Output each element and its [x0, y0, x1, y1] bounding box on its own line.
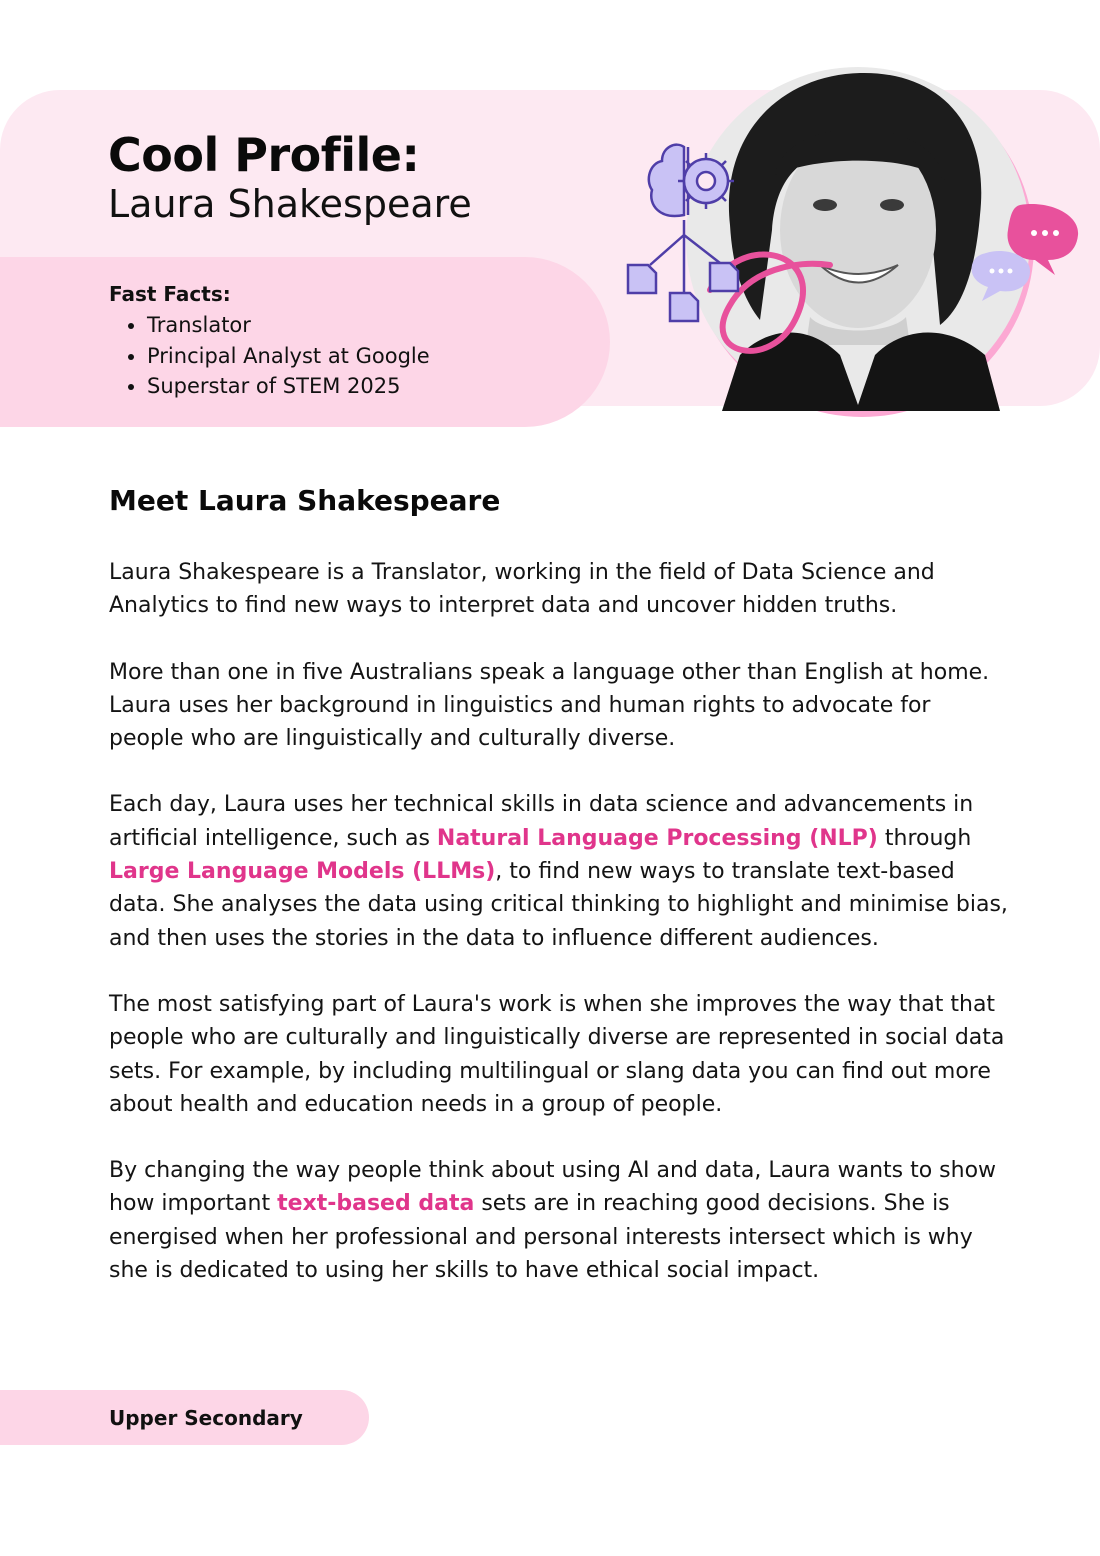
profile-heading: Cool Profile:	[108, 128, 420, 182]
level-label: Upper Secondary	[109, 1406, 303, 1430]
paragraph-5-text-a: By changing the way people think about using AI and data, Laura wants to show how important	[109, 1158, 997, 1217]
highlight-text-based-data: text-based data	[277, 1191, 475, 1217]
paragraph-1: Laura Shakespeare is a Translator, working in the field of Data Science and Analytics to find new ways to interpret data and uncover hidden truths.	[109, 560, 935, 619]
fast-fact-item: • Translator	[147, 310, 430, 341]
portrait-illustration	[610, 55, 1090, 425]
fast-fact-item: • Superstar of STEM 2025	[147, 371, 430, 402]
highlight-llms: Large Language Models (LLMs)	[109, 859, 496, 885]
fast-facts-title: Fast Facts:	[109, 282, 231, 306]
paragraph-3-text-a: Each day, Laura uses her technical skills in data science and advancements in artificial intelligence, such as	[109, 792, 974, 851]
section-title: Meet Laura Shakespeare	[109, 484, 501, 517]
portrait-photo	[686, 67, 1030, 411]
highlight-nlp: Natural Language Processing (NLP)	[436, 825, 878, 851]
fast-facts	[109, 282, 430, 402]
paragraph-5-text-b: sets are in reaching good decisions. She is energised when her professional and personal interests intersect which is why she is dedicated to using her skills to have ethical social impact.	[109, 1191, 973, 1284]
profile-name: Laura Shakespeare	[108, 182, 472, 226]
fast-fact-item: • Principal Analyst at Google	[147, 341, 430, 372]
paragraph-5	[109, 1154, 1009, 1287]
paragraph-3-text-b: through	[877, 825, 972, 851]
paragraph-3	[109, 788, 1009, 954]
paragraph-2: More than one in five Australians speak a language other than English at home. Laura uses her background in linguistics and human rights to advocate for people who are linguistically and culturally diverse.	[109, 659, 990, 752]
paragraph-3-text-c: , to find new ways to translate text-based data. She analyses the data using critical thinking to highlight and minimise bias, and then uses the stories in the data to influence different audiences.	[109, 859, 1008, 951]
paragraph-4: The most satisfying part of Laura's work is when she improves the way that that people who are culturally and linguistically diverse are represented in social data sets. For example, by including multilingual or slang data you can find out more about health and education needs in a group of people.	[109, 991, 1005, 1117]
fast-facts-list	[109, 310, 430, 402]
profile-body	[109, 556, 1009, 1320]
